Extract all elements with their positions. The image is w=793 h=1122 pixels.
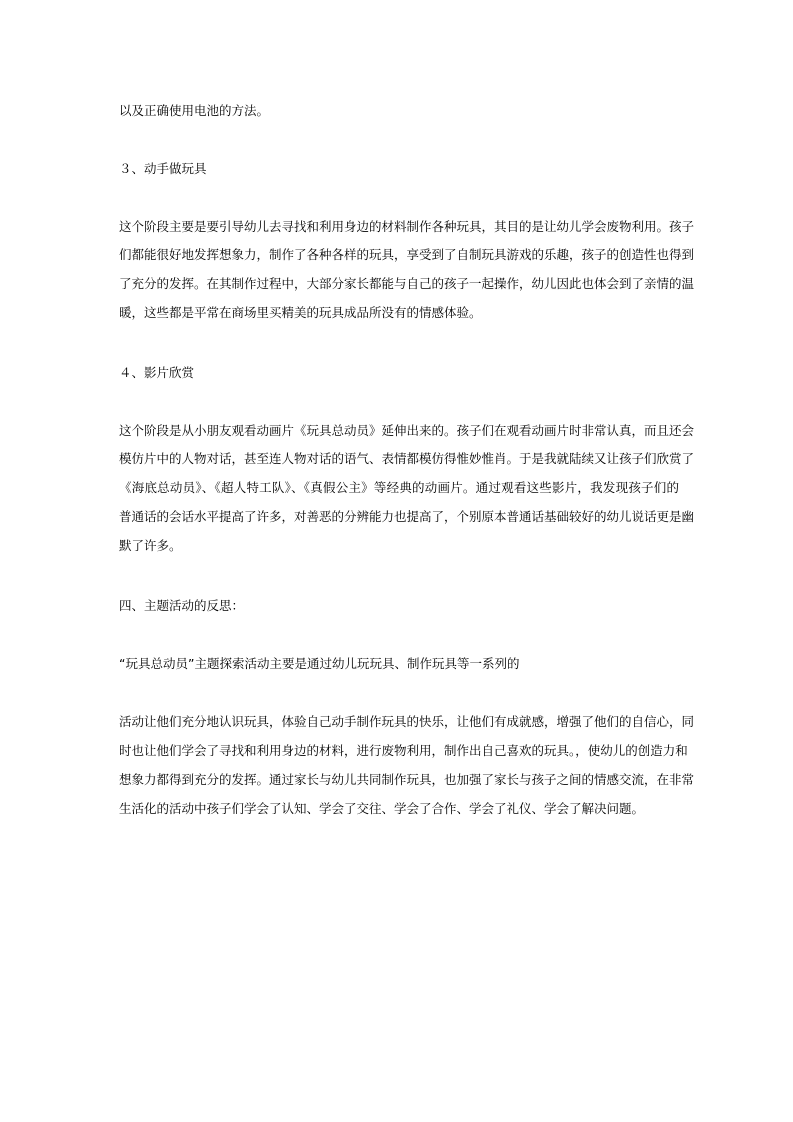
paragraph-line: 默了许多。 <box>119 538 182 553</box>
section-heading-4: ４、影片欣赏 <box>119 365 195 380</box>
paragraph-line: 普通话的会话水平提高了许多，对善恶的分辨能力也提高了，个别原本普通话基础较好的幼儿说话更是幽 <box>119 509 695 524</box>
paragraph-line: 这个阶段主要是要引导幼儿去寻找和利用身边的材料制作各种玩具，其目的是让幼儿学会废物利用。孩子 <box>119 219 695 234</box>
paragraph-line: 了充分的发挥。在其制作过程中，大部分家长都能与自己的孩子一起操作，幼儿因此也体会到了亲情的温 <box>119 276 695 291</box>
paragraph-line: 暖，这些都是平常在商场里买精美的玩具成品所没有的情感体验。 <box>119 305 482 320</box>
paragraph-line: 以及正确使用电池的方法。 <box>119 103 270 118</box>
section-heading-3: ３、动手做玩具 <box>119 161 207 176</box>
paragraph-line: 时也让他们学会了寻找和利用身边的材料，进行废物利用，制作出自己喜欢的玩具。，使幼儿的创造力和 <box>119 743 688 758</box>
paragraph-line: 活动让他们充分地认识玩具，体验自己动手制作玩具的快乐，让他们有成就感，增强了他们的自信心，同 <box>119 714 695 729</box>
paragraph-line: 想象力都得到充分的发挥。通过家长与幼儿共同制作玩具，也加强了家长与孩子之间的情感交流，在非常 <box>119 772 695 787</box>
paragraph-line: 《海底总动员》、《超人特工队》、《真假公主》等经典的动画片。通过观看这些影片，我发现孩子们的 <box>119 480 679 495</box>
paragraph-line: 模仿片中的人物对话，甚至连人物对话的语气、表情都模仿得惟妙惟肖。于是我就陆续又让孩子们欣赏了 <box>119 451 695 466</box>
paragraph-line: 这个阶段是从小朋友观看动画片《玩具总动员》延伸出来的。孩子们在观看动画片时非常认真，而且还会 <box>119 423 695 438</box>
paragraph-line: 生活化的活动中孩子们学会了认知、学会了交往、学会了合作、学会了礼仪、学会了解决问题。 <box>119 801 645 816</box>
section-heading-reflection: 四、主题活动的反思： <box>119 598 245 613</box>
paragraph-line: 们都能很好地发挥想象力，制作了各种各样的玩具，享受到了自制玩具游戏的乐趣，孩子的创造性也得到 <box>119 247 695 262</box>
paragraph-line: “玩具总动员”主题探索活动主要是通过幼儿玩玩具、制作玩具等一系列的 <box>119 656 520 671</box>
